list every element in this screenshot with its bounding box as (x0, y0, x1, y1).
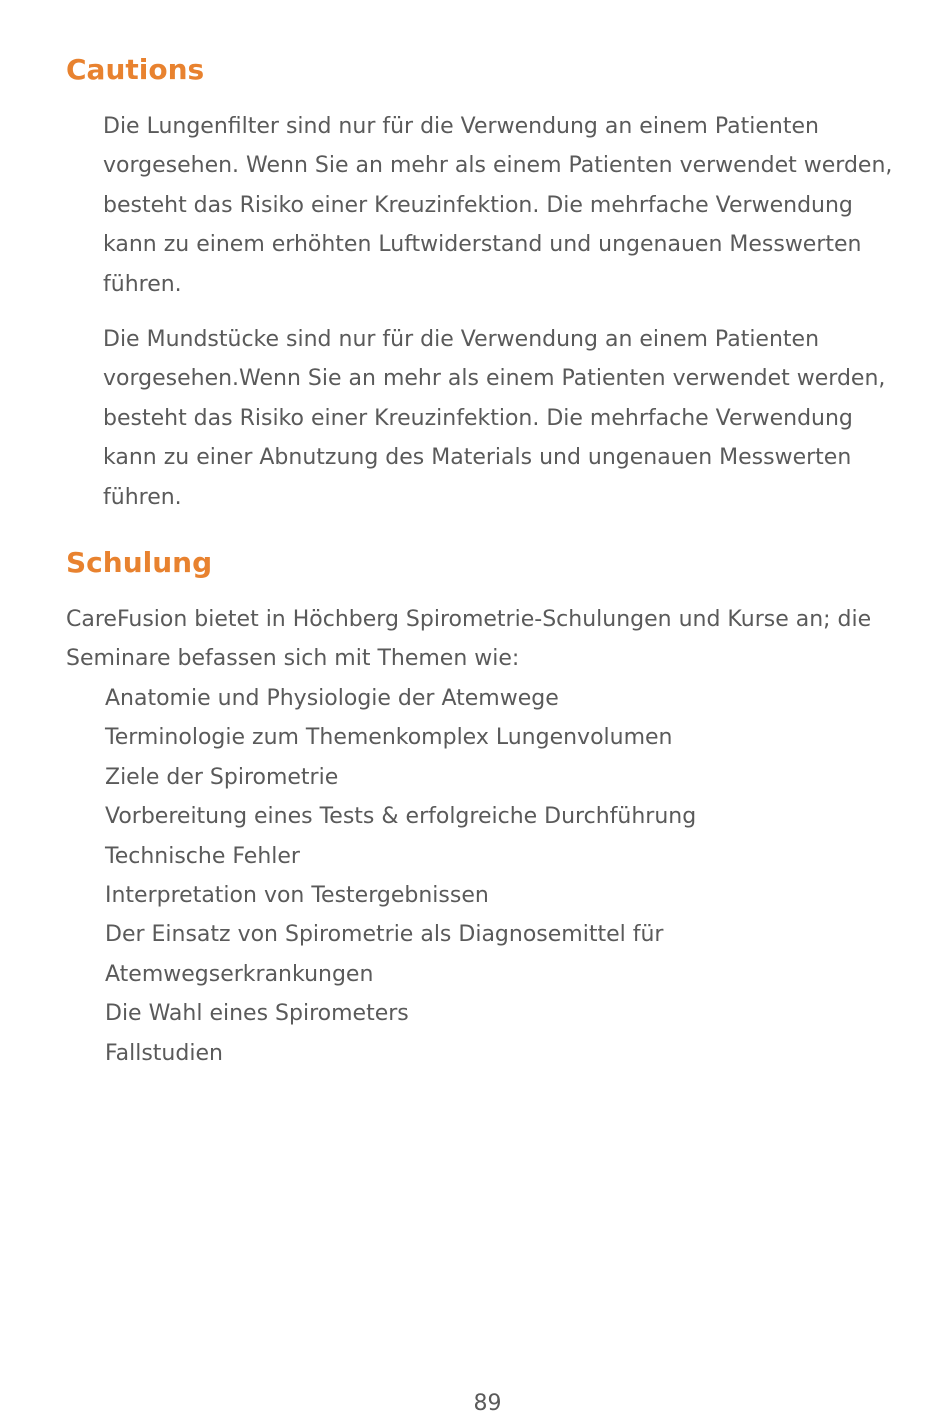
cautions-heading: Cautions (66, 53, 205, 86)
schulung-intro: CareFusion bietet in Höchberg Spirometrie-Schulungen und Kurse an; die Seminare befassen sich mit Themen wie: (66, 607, 872, 672)
topic-item: Der Einsatz von Spirometrie als Diagnosemittel für Atemwegserkrankungen (105, 922, 664, 987)
topic-item: Terminologie zum Themenkomplex Lungenvolumen (105, 725, 673, 751)
topic-item: Vorbereitung eines Tests & erfolgreiche Durchführung (105, 804, 697, 830)
topic-item: Die Wahl eines Spirometers (105, 1001, 409, 1027)
schulung-heading: Schulung (66, 546, 213, 579)
topic-item: Technische Fehler (105, 843, 300, 869)
topic-item: Interpretation von Testergebnissen (105, 883, 489, 909)
topic-item: Anatomie und Physiologie der Atemwege (105, 686, 559, 711)
page-number: 89 (473, 1391, 502, 1416)
cautions-paragraph-lungenfilter: Die Lungenfilter sind nur für die Verwendung an einem Patienten vorgesehen. Wenn Sie an mehr als einem Patienten verwendet werden, besteht das Risiko einer Kreuzinfektion. Die mehrfache Verwendung kann zu einem erhöhten Luftwiderstand und ungenauen Messwerten führen. (103, 114, 893, 297)
topic-item: Ziele der Spirometrie (105, 764, 339, 790)
schulung-topic-list (105, 679, 865, 1073)
cautions-paragraph-mundstuecke: Die Mundstücke sind nur für die Verwendung an einem Patienten vorgesehen.Wenn Sie an mehr als einem Patienten verwendet werden, besteht das Risiko einer Kreuzinfektion. Die mehrfache Verwendung kann zu einer Abnutzung des Materials und ungenauen Messwerten führen. (103, 327, 886, 510)
topic-item: Fallstudien (105, 1040, 223, 1066)
